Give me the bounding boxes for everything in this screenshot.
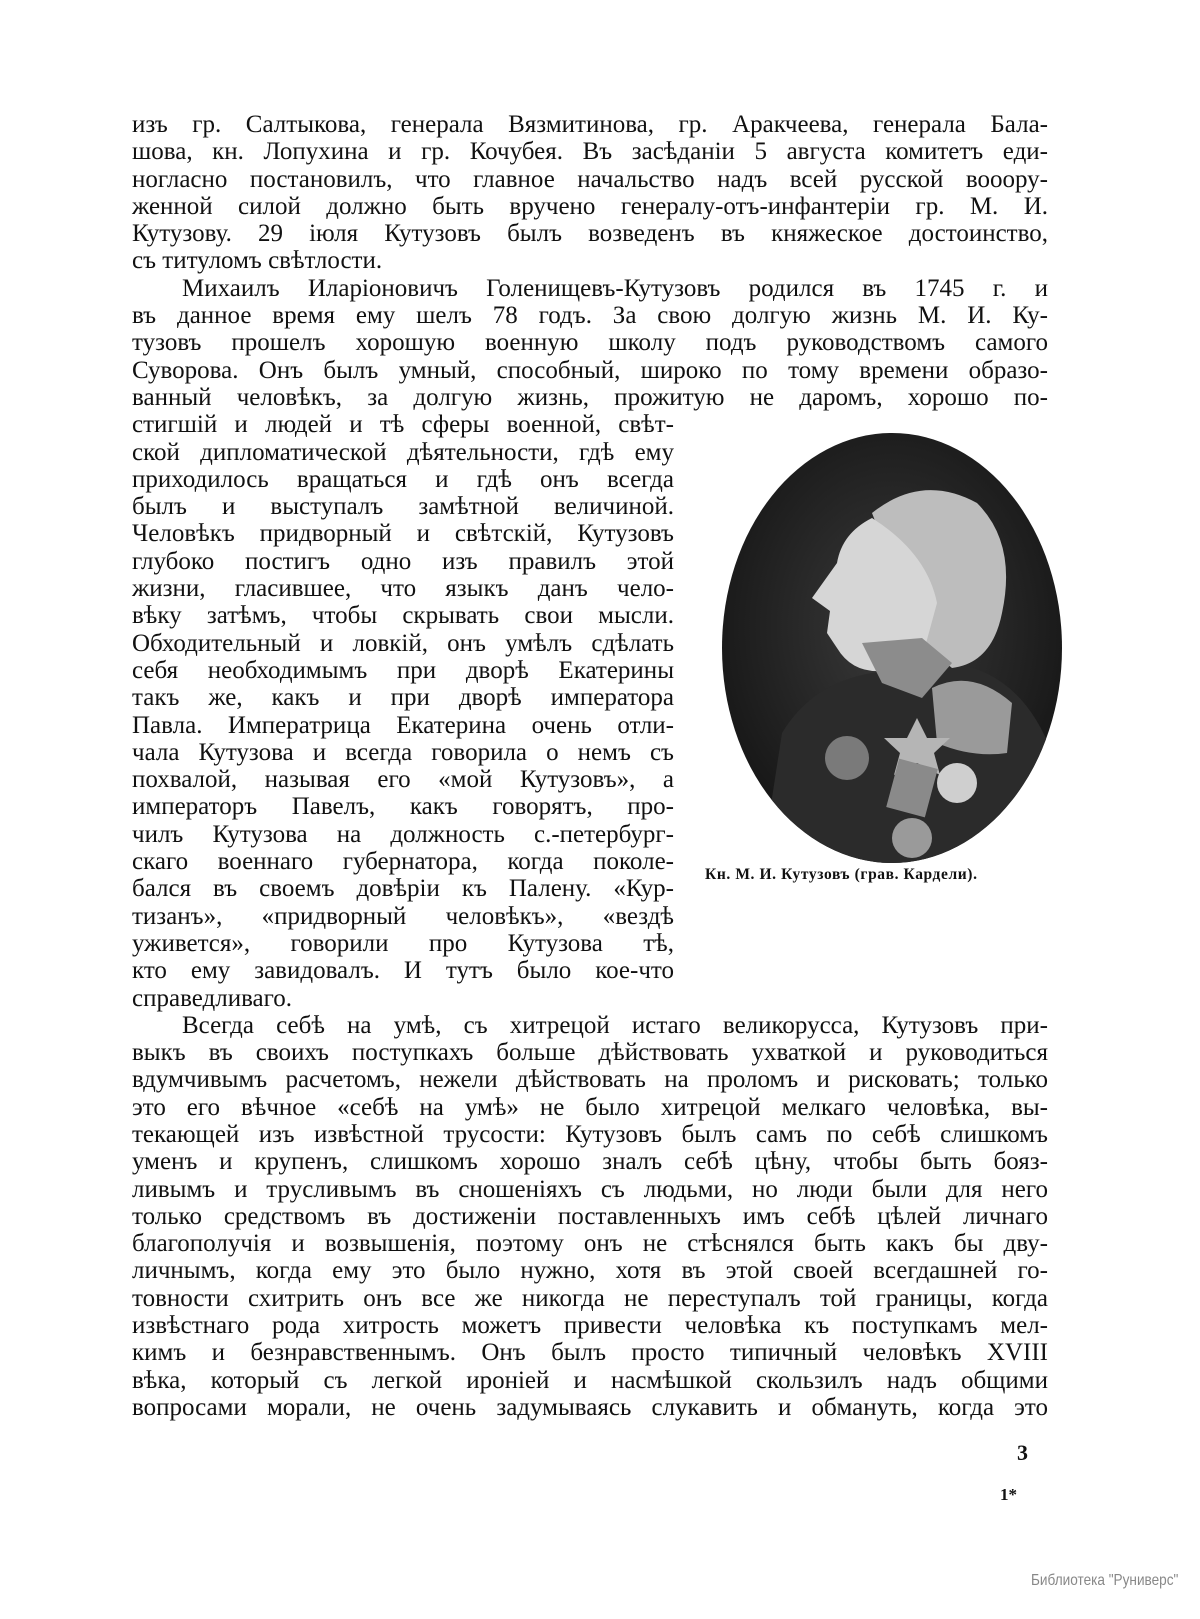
text-line: это его вѣчное «себѣ на умѣ» не было хитрецой мелкаго человѣка, вы-	[132, 1093, 1048, 1121]
text-line: выкъ въ своихъ поступкахъ больше дѣйствовать ухваткой и руководиться	[132, 1039, 1048, 1067]
text-line: себя необходимымъ при дворѣ Екатерины	[132, 656, 674, 684]
signature-mark: 1*	[1000, 1485, 1017, 1504]
text-line: Михаилъ Иларіоновичъ Голенищевъ-Кутузовъ родился въ 1745 г. и	[182, 274, 1048, 302]
text-line: императоръ Павелъ, какъ говорятъ, про-	[132, 793, 674, 821]
text-line: вдумчивымъ расчетомъ, нежели дѣйствовать на проломъ и рисковать; только	[132, 1066, 1048, 1094]
text-line: Кутузову. 29 іюля Кутузовъ былъ возведенъ въ княжеское достоинство,	[132, 220, 1048, 248]
page-number: 3	[1017, 1440, 1028, 1465]
text-line: скаго военнаго губернатора, когда поколе-	[132, 848, 674, 876]
text-line: чилъ Кутузова на должность с.-петербург-	[132, 820, 674, 848]
text-line: Человѣкъ придворный и свѣтскій, Кутузовъ	[132, 520, 674, 548]
text-line: личнымъ, когда ему это было нужно, хотя въ этой своей всегдашней го-	[132, 1257, 1048, 1285]
text-line: ливымъ и трусливымъ въ сношеніяхъ съ людьми, но люди были для него	[132, 1175, 1048, 1203]
text-line: уживется», говорили про Кутузова тѣ,	[132, 929, 674, 957]
text-line: ванный человѣкъ, за долгую жизнь, прожитую не даромъ, хорошо по-	[132, 383, 1048, 411]
text-line: изъ гр. Салтыкова, генерала Вязмитинова, гр. Аракчеева, генерала Бала-	[132, 111, 1048, 138]
text-line: Обходительный и ловкій, онъ умѣлъ сдѣлать	[132, 629, 674, 657]
text-line: тузовъ прошелъ хорошую военную школу подъ руководствомъ самого	[132, 329, 1048, 357]
text-line: въ данное время ему шелъ 78 годъ. За свою долгую жизнь М. И. Ку-	[132, 302, 1048, 330]
text-line: ской дипломатической дѣятельности, гдѣ ему	[132, 438, 674, 466]
text-line: тизанъ», «придворный человѣкъ», «вездѣ	[132, 902, 674, 930]
portrait-caption: Кн. М. И. Кутузовъ (грав. Кардели).	[705, 866, 978, 883]
text-line: благополучія и возвышенія, поэтому онъ не стѣснялся быть какъ бы дву-	[132, 1230, 1048, 1258]
text-line: бался въ своемъ довѣріи къ Палену. «Кур-	[132, 875, 674, 903]
text-line: былъ и выступалъ замѣтной величиной.	[132, 493, 674, 521]
text-line: стигшій и людей и тѣ сферы военной, свѣт-	[132, 411, 674, 439]
paragraph-1	[132, 111, 1048, 275]
text-line: справедливаго.	[132, 984, 293, 1012]
text-line: Суворова. Онъ былъ умный, способный, широко по тому времени образо-	[132, 356, 1048, 384]
text-line: кто ему завидовалъ. И тутъ было кое-что	[132, 957, 674, 985]
text-line: женной силой должно быть вручено генералу-отъ-инфантеріи гр. М. И.	[132, 192, 1048, 220]
text-line: такъ же, какъ и при дворѣ императора	[132, 684, 674, 712]
text-line: шова, кн. Лопухина и гр. Кочубея. Въ засѣданіи 5 августа комитетъ еди-	[132, 138, 1048, 166]
text-line: вѣка, который съ легкой ироніей и насмѣшкой скользилъ надъ общими	[132, 1366, 1048, 1394]
text-line: Павла. Императрица Екатерина очень отли-	[132, 711, 674, 739]
text-line: жизни, гласившее, что языкъ данъ чело-	[132, 575, 674, 603]
text-line: похвалой, называя его «мой Кутузовъ», а	[132, 766, 674, 794]
text-line: приходилось вращаться и гдѣ онъ всегда	[132, 465, 674, 493]
kutuzov-portrait-image	[722, 433, 1062, 863]
text-line: глубоко постигъ одно изъ правилъ этой	[132, 547, 674, 575]
text-line: только средствомъ въ достиженіи поставленныхъ имъ себѣ цѣлей личнаго	[132, 1202, 1048, 1230]
text-line: текающей изъ извѣстной трусости: Кутузовъ былъ самъ по себѣ слишкомъ	[132, 1120, 1048, 1148]
text-line: уменъ и крупенъ, слишкомъ хорошо зналъ себѣ цѣну, чтобы быть бояз-	[132, 1148, 1048, 1176]
text-line: товности схитрить онъ все же никогда не переступалъ той границы, когда	[132, 1284, 1048, 1312]
text-line: кимъ и безнравственнымъ. Онъ былъ просто типичный человѣкъ XVIII	[132, 1339, 1048, 1367]
paragraph-2	[132, 275, 1048, 411]
text-line: ногласно постановилъ, что главное начальство надъ всей русской вооору-	[132, 165, 1048, 193]
text-line: чала Кутузова и всегда говорила о немъ съ	[132, 738, 674, 766]
text-line: съ титуломъ свѣтлости.	[132, 247, 383, 275]
library-watermark: Библиотека "Руниверс"	[1031, 1572, 1179, 1589]
text-line: вѣку затѣмъ, чтобы скрывать свои мысли.	[132, 602, 674, 630]
paragraph-3	[132, 1012, 1048, 1421]
text-line: извѣстнаго рода хитрость можетъ привести человѣка къ поступкамъ мел-	[132, 1312, 1048, 1340]
text-line: Всегда себѣ на умѣ, съ хитрецой истаго великорусса, Кутузовъ при-	[182, 1011, 1048, 1039]
text-line: вопросами морали, не очень задумываясь слукавить и обмануть, когда это	[132, 1393, 1048, 1421]
